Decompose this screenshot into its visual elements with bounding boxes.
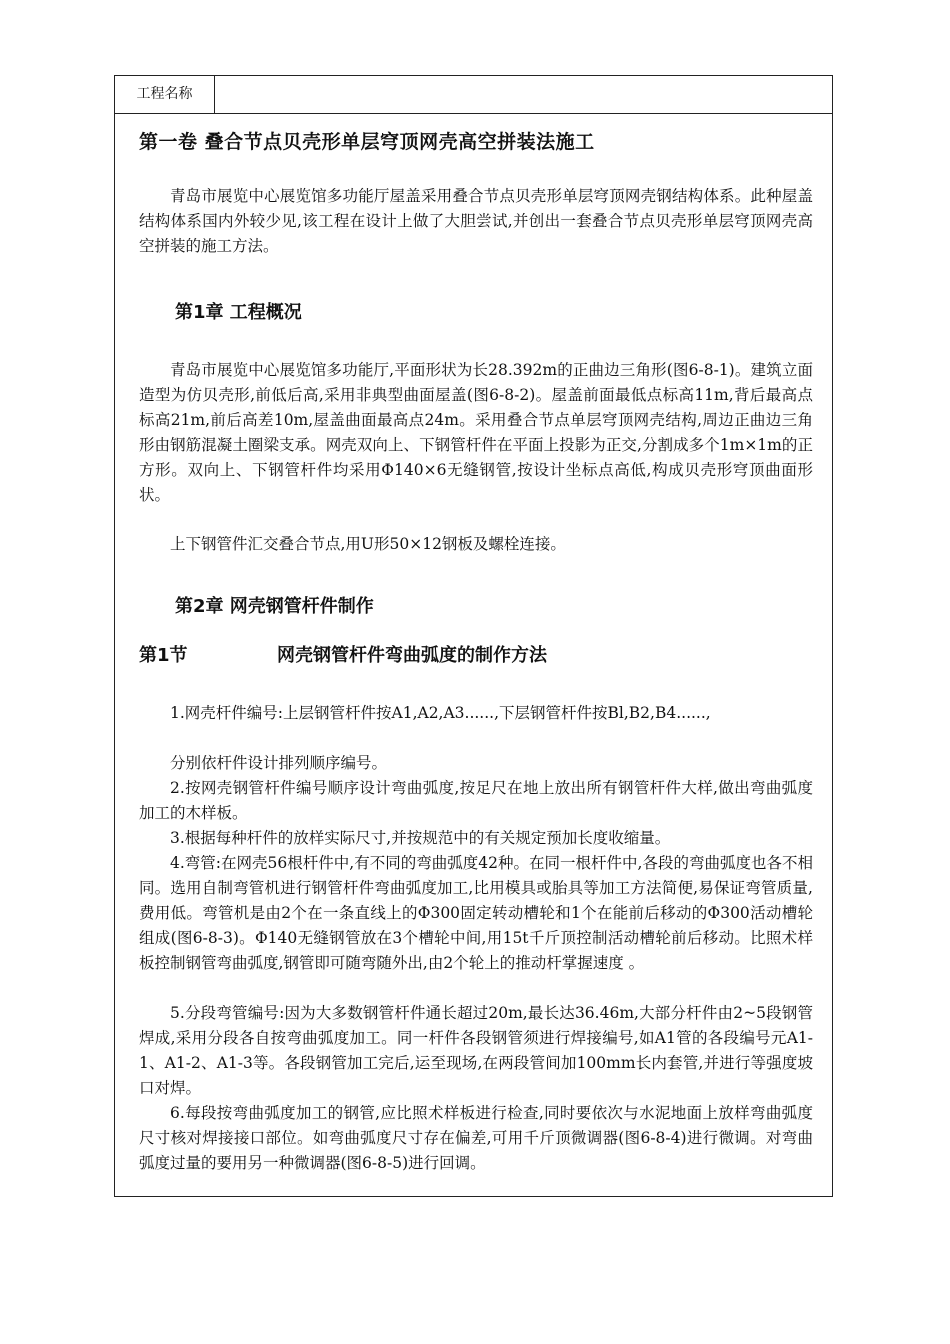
volume-title: 第一卷 叠合节点贝壳形单层穹顶网壳高空拼装法施工 (139, 131, 595, 153)
chapter-1-paragraph-1: 青岛市展览中心展览馆多功能厅,平面形状为长28.392m的正曲边三角形(图6-8-1)。建筑立面造型为仿贝壳形,前低后高,采用非典型曲面屋盖(图6-8-2)。屋盖前面最低点标高11m,背后最高点标高21m,前后高差10m,屋盖曲面最高点24m。采用叠合节点单层穹顶网壳结构,周边正曲边三角形由钢筋混凝土圈梁支承。网壳双向上、下钢管杆件在平面上投影为正交,分割成多个1m×1m的正方形。双向上、下钢管杆件均采用Φ140×6无缝钢管,按设计坐标点高低,构成贝壳形穹顶曲面形状。 (139, 361, 813, 504)
item-1-continued: 分别依杆件设计排列顺序编号。 (170, 754, 388, 772)
chapter-1-title: 第1章 工程概况 (175, 302, 302, 323)
chapter-2-title: 第2章 网壳钢管杆件制作 (175, 596, 374, 617)
project-name-label: 工程名称 (115, 76, 215, 113)
item-5: 5.分段弯管编号:因为大多数钢管杆件通长超过20m,最长达36.46m,大部分杆件由2~5段钢管焊成,采用分段各自按弯曲弧度加工。同一杆件各段钢管须进行焊接编号,如A1管的各段编号元A1-1、A1-2、A1-3等。各段钢管加工完后,运至现场,在两段管间加100mm长内套管,并进行等强度坡口对焊。 (139, 1004, 813, 1097)
section-1-name: 网壳钢管杆件弯曲弧度的制作方法 (277, 645, 547, 666)
item-1: 1.网壳杆件编号:上层钢管杆件按A1,A2,A3......,下层钢管杆件按Bl,B2,B4......, (170, 704, 711, 722)
intro-paragraph: 青岛市展览中心展览馆多功能厅屋盖采用叠合节点贝壳形单层穹顶网壳钢结构体系。此种屋盖结构体系国内外较少见,该工程在设计上做了大胆尝试,并创出一套叠合节点贝壳形单层穹顶网壳高空拼装的施工方法。 (139, 187, 813, 255)
item-2: 2.按网壳钢管杆件编号顺序设计弯曲弧度,按足尺在地上放出所有钢管杆件大样,做出弯曲弧度加工的木样板。 (139, 779, 813, 822)
chapter-1-paragraph-2: 上下钢管件汇交叠合节点,用U形50×12钢板及螺栓连接。 (170, 535, 566, 553)
section-1-heading (139, 641, 547, 667)
item-4: 4.弯管:在网壳56根杆件中,有不同的弯曲弧度42种。在同一根杆件中,各段的弯曲弧度也各不相同。选用自制弯管机进行钢管杆件弯曲弧度加工,比用模具或胎具等加工方法简便,易保证弯管质量,费用低。弯管机是由2个在一条直线上的Φ300固定转动槽轮和1个在能前后移动的Φ300活动槽轮组成(图6-8-3)。Φ140无缝钢管放在3个槽轮中间,用15t千斤顶控制活动槽轮前后移动。比照术样板控制钢管弯曲弧度,钢管即可随弯随外出,由2个轮上的推动杆掌握速度 。 (139, 854, 813, 972)
project-name-value (215, 76, 832, 113)
item-3: 3.根据每种杆件的放样实际尺寸,并按规范中的有关规定预加长度收缩量。 (170, 829, 671, 847)
project-name-row (115, 76, 832, 114)
item-6: 6.每段按弯曲弧度加工的钢管,应比照术样板进行检查,同时要依次与水泥地面上放样弯曲弧度尺寸核对焊接接口部位。如弯曲弧度尺寸存在偏差,可用千斤顶微调器(图6-8-4)进行微调。对弯曲弧度过量的要用另一种微调器(图6-8-5)进行回调。 (139, 1104, 813, 1172)
section-1-number: 第1节 (139, 645, 188, 666)
document-sheet (114, 75, 833, 1197)
